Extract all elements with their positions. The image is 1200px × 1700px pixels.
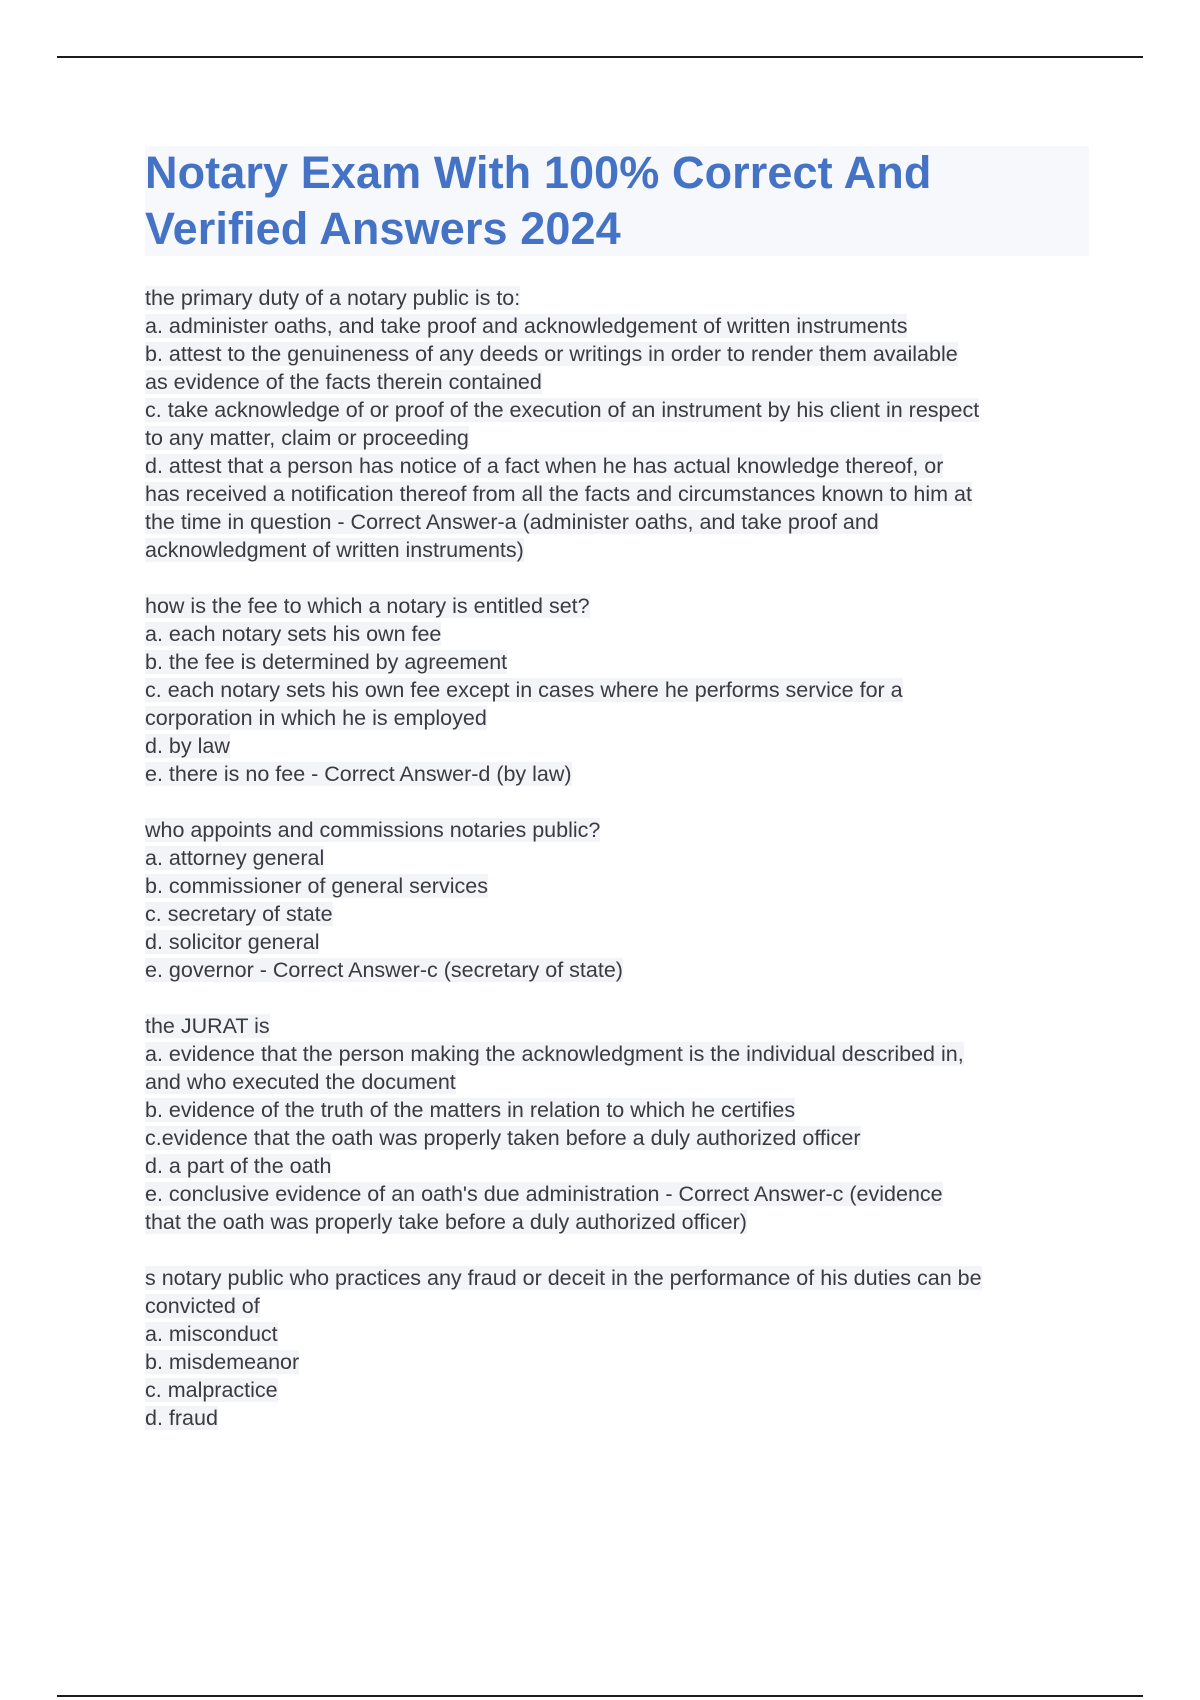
line-text: convicted of — [145, 1294, 260, 1318]
answer-option-line — [145, 340, 1095, 368]
line-text: d. a part of the oath — [145, 1154, 332, 1178]
answer-option-line — [145, 1404, 1095, 1432]
line-text: e. governor - Correct Answer-c (secretary of state) — [145, 958, 623, 982]
title-line-1: Notary Exam With 100% Correct And — [145, 147, 932, 198]
answer-option-line — [145, 396, 1095, 424]
question-block — [145, 592, 1095, 788]
line-text: c. malpractice — [145, 1378, 278, 1402]
answer-option-line — [145, 536, 1095, 564]
line-text: a. attorney general — [145, 846, 325, 870]
line-text: who appoints and commissions notaries public? — [145, 818, 601, 842]
line-text: corporation in which he is employed — [145, 706, 487, 730]
question-text — [145, 284, 1095, 312]
line-text: b. commissioner of general services — [145, 874, 488, 898]
line-text: a. evidence that the person making the acknowledgment is the individual described in, — [145, 1042, 964, 1066]
question-text — [145, 1012, 1095, 1040]
line-text: s notary public who practices any fraud or deceit in the performance of his duties can be — [145, 1266, 982, 1290]
line-text: d. attest that a person has notice of a fact when he has actual knowledge thereof, or — [145, 454, 944, 478]
answer-option-line — [145, 452, 1095, 480]
answer-option-line — [145, 732, 1095, 760]
line-text: d. solicitor general — [145, 930, 320, 954]
line-text: b. evidence of the truth of the matters in relation to which he certifies — [145, 1098, 796, 1122]
line-text: a. each notary sets his own fee — [145, 622, 442, 646]
line-text: d. fraud — [145, 1406, 218, 1430]
line-text: c. each notary sets his own fee except in cases where he performs service for a — [145, 678, 903, 702]
question-block — [145, 816, 1095, 984]
line-text: c.evidence that the oath was properly taken before a duly authorized officer — [145, 1126, 861, 1150]
question-text — [145, 1264, 1095, 1292]
answer-option-line — [145, 1180, 1095, 1208]
answer-option-line — [145, 676, 1095, 704]
answer-option-line — [145, 1068, 1095, 1096]
answer-option-line — [145, 508, 1095, 536]
bottom-rule — [57, 1695, 1143, 1697]
answer-option-line — [145, 1096, 1095, 1124]
answer-option-line — [145, 900, 1095, 928]
line-text: e. conclusive evidence of an oath's due administration - Correct Answer-c (evidence — [145, 1182, 943, 1206]
line-text: to any matter, claim or proceeding — [145, 426, 469, 450]
question-block — [145, 1012, 1095, 1236]
answer-option-line — [145, 1208, 1095, 1236]
question-list — [145, 284, 1095, 1460]
line-text: the JURAT is — [145, 1014, 270, 1038]
answer-option-line — [145, 424, 1095, 452]
answer-option-line — [145, 704, 1095, 732]
answer-option-line — [145, 1292, 1095, 1320]
answer-option-line — [145, 1040, 1095, 1068]
line-text: a. misconduct — [145, 1322, 278, 1346]
answer-option-line — [145, 1376, 1095, 1404]
title-line-2: Verified Answers 2024 — [145, 203, 621, 254]
document-title — [145, 145, 1089, 257]
answer-option-line — [145, 844, 1095, 872]
line-text: c. secretary of state — [145, 902, 333, 926]
question-block — [145, 284, 1095, 564]
line-text: the time in question - Correct Answer-a (administer oaths, and take proof and — [145, 510, 879, 534]
line-text: a. administer oaths, and take proof and acknowledgement of written instruments — [145, 314, 908, 338]
line-text: d. by law — [145, 734, 230, 758]
answer-option-line — [145, 1124, 1095, 1152]
question-block — [145, 1264, 1095, 1432]
top-rule — [57, 56, 1143, 58]
question-text — [145, 816, 1095, 844]
answer-option-line — [145, 480, 1095, 508]
line-text: c. take acknowledge of or proof of the execution of an instrument by his client in respect — [145, 398, 980, 422]
line-text: and who executed the document — [145, 1070, 456, 1094]
answer-option-line — [145, 956, 1095, 984]
line-text: acknowledgment of written instruments) — [145, 538, 524, 562]
answer-option-line — [145, 1348, 1095, 1376]
answer-option-line — [145, 760, 1095, 788]
line-text: b. misdemeanor — [145, 1350, 300, 1374]
answer-option-line — [145, 648, 1095, 676]
line-text: that the oath was properly take before a duly authorized officer) — [145, 1210, 747, 1234]
line-text: b. attest to the genuineness of any deeds or writings in order to render them available — [145, 342, 958, 366]
answer-option-line — [145, 620, 1095, 648]
answer-option-line — [145, 368, 1095, 396]
line-text: the primary duty of a notary public is to: — [145, 286, 521, 310]
question-text — [145, 592, 1095, 620]
answer-option-line — [145, 928, 1095, 956]
answer-option-line — [145, 1152, 1095, 1180]
answer-option-line — [145, 1320, 1095, 1348]
line-text: e. there is no fee - Correct Answer-d (by law) — [145, 762, 572, 786]
line-text: as evidence of the facts therein contained — [145, 370, 542, 394]
answer-option-line — [145, 312, 1095, 340]
answer-option-line — [145, 872, 1095, 900]
line-text: has received a notification thereof from all the facts and circumstances known to him at — [145, 482, 972, 506]
line-text: how is the fee to which a notary is entitled set? — [145, 594, 590, 618]
line-text: b. the fee is determined by agreement — [145, 650, 508, 674]
